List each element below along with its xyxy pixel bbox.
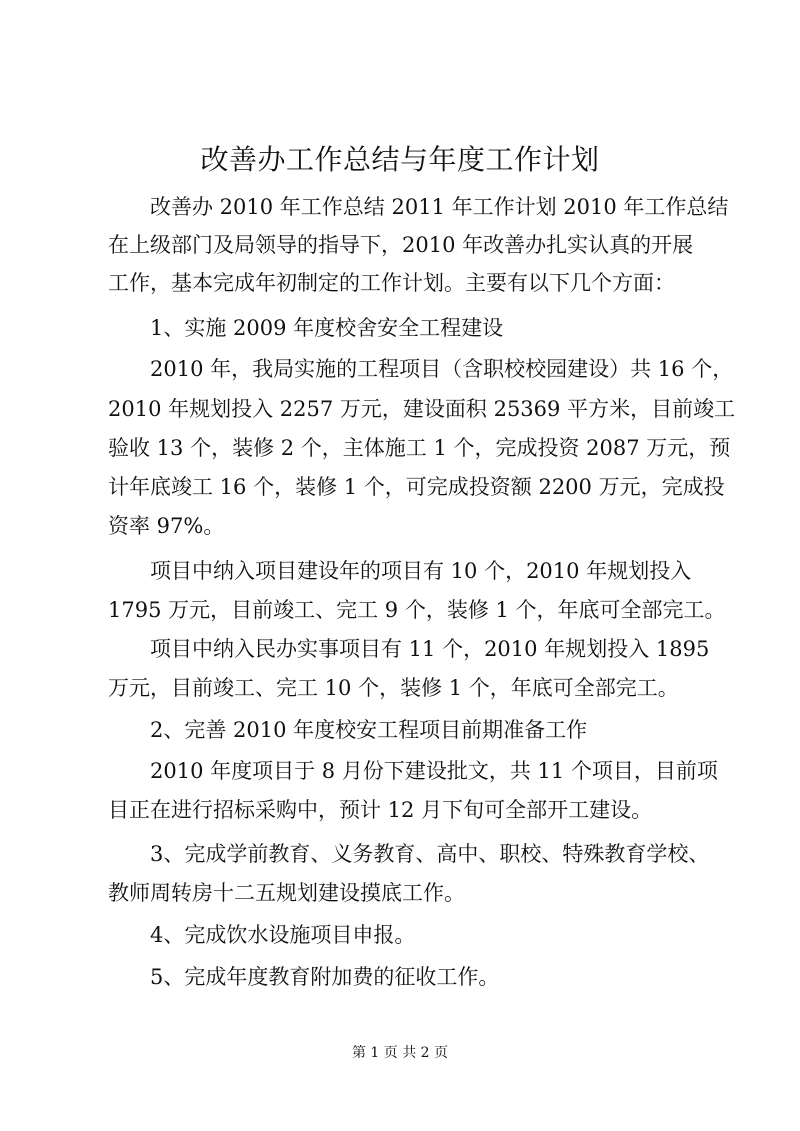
page-footer: 第 1 页 共 2 页 — [351, 1045, 449, 1061]
section-heading: 3、完成学前教育、义务教育、高中、职校、特殊教育学校、 — [150, 842, 710, 866]
paragraph-line: 目正在进行招标采购中，预计 12 月下旬可全部开工建设。 — [108, 798, 653, 822]
paragraph-line: 改善办 2010 年工作总结 2011 年工作计划 2010 年工作总结 — [150, 195, 729, 219]
paragraph-line: 1795 万元，目前竣工、完工 9 个，装修 1 个，年底可全部完工。 — [108, 598, 726, 622]
paragraph-line: 验收 13 个，装修 2 个，主体施工 1 个，完成投资 2087 万元，预 — [108, 436, 731, 460]
paragraph-line: 2010 年度项目于 8 月份下建设批文，共 11 个项目，目前项 — [150, 759, 718, 783]
paragraph-line: 2010 年规划投入 2257 万元，建设面积 25369 平方米，目前竣工 — [108, 397, 736, 421]
section-heading: 5、完成年度教育附加费的征收工作。 — [150, 965, 500, 989]
paragraph-line: 在上级部门及局领导的指导下，2010 年改善办扎实认真的开展 — [108, 233, 694, 257]
paragraph-line: 计年底竣工 16 个，装修 1 个，可完成投资额 2200 万元，完成投 — [108, 475, 725, 499]
section-heading: 4、完成饮水设施项目申报。 — [150, 923, 416, 947]
paragraph-line: 资率 97%。 — [108, 514, 225, 538]
section-heading: 1、实施 2009 年度校舍安全工程建设 — [150, 316, 504, 340]
paragraph-line: 项目中纳入民办实事项目有 11 个，2010 年规划投入 1895 — [150, 637, 710, 661]
paragraph-line: 项目中纳入项目建设年的项目有 10 个，2010 年规划投入 — [150, 559, 692, 583]
paragraph-line: 教师周转房十二五规划建设摸底工作。 — [108, 881, 465, 905]
paragraph-line: 万元，目前竣工、完工 10 个，装修 1 个，年底可全部完工。 — [108, 676, 679, 700]
section-heading: 2、完善 2010 年度校安工程项目前期准备工作 — [150, 718, 588, 742]
document-title: 改善办工作总结与年度工作计划 — [200, 143, 600, 176]
paragraph-line: 2010 年，我局实施的工程项目（含职校校园建设）共 16 个， — [150, 357, 734, 381]
paragraph-line: 工作，基本完成年初制定的工作计划。主要有以下几个方面： — [108, 271, 675, 295]
